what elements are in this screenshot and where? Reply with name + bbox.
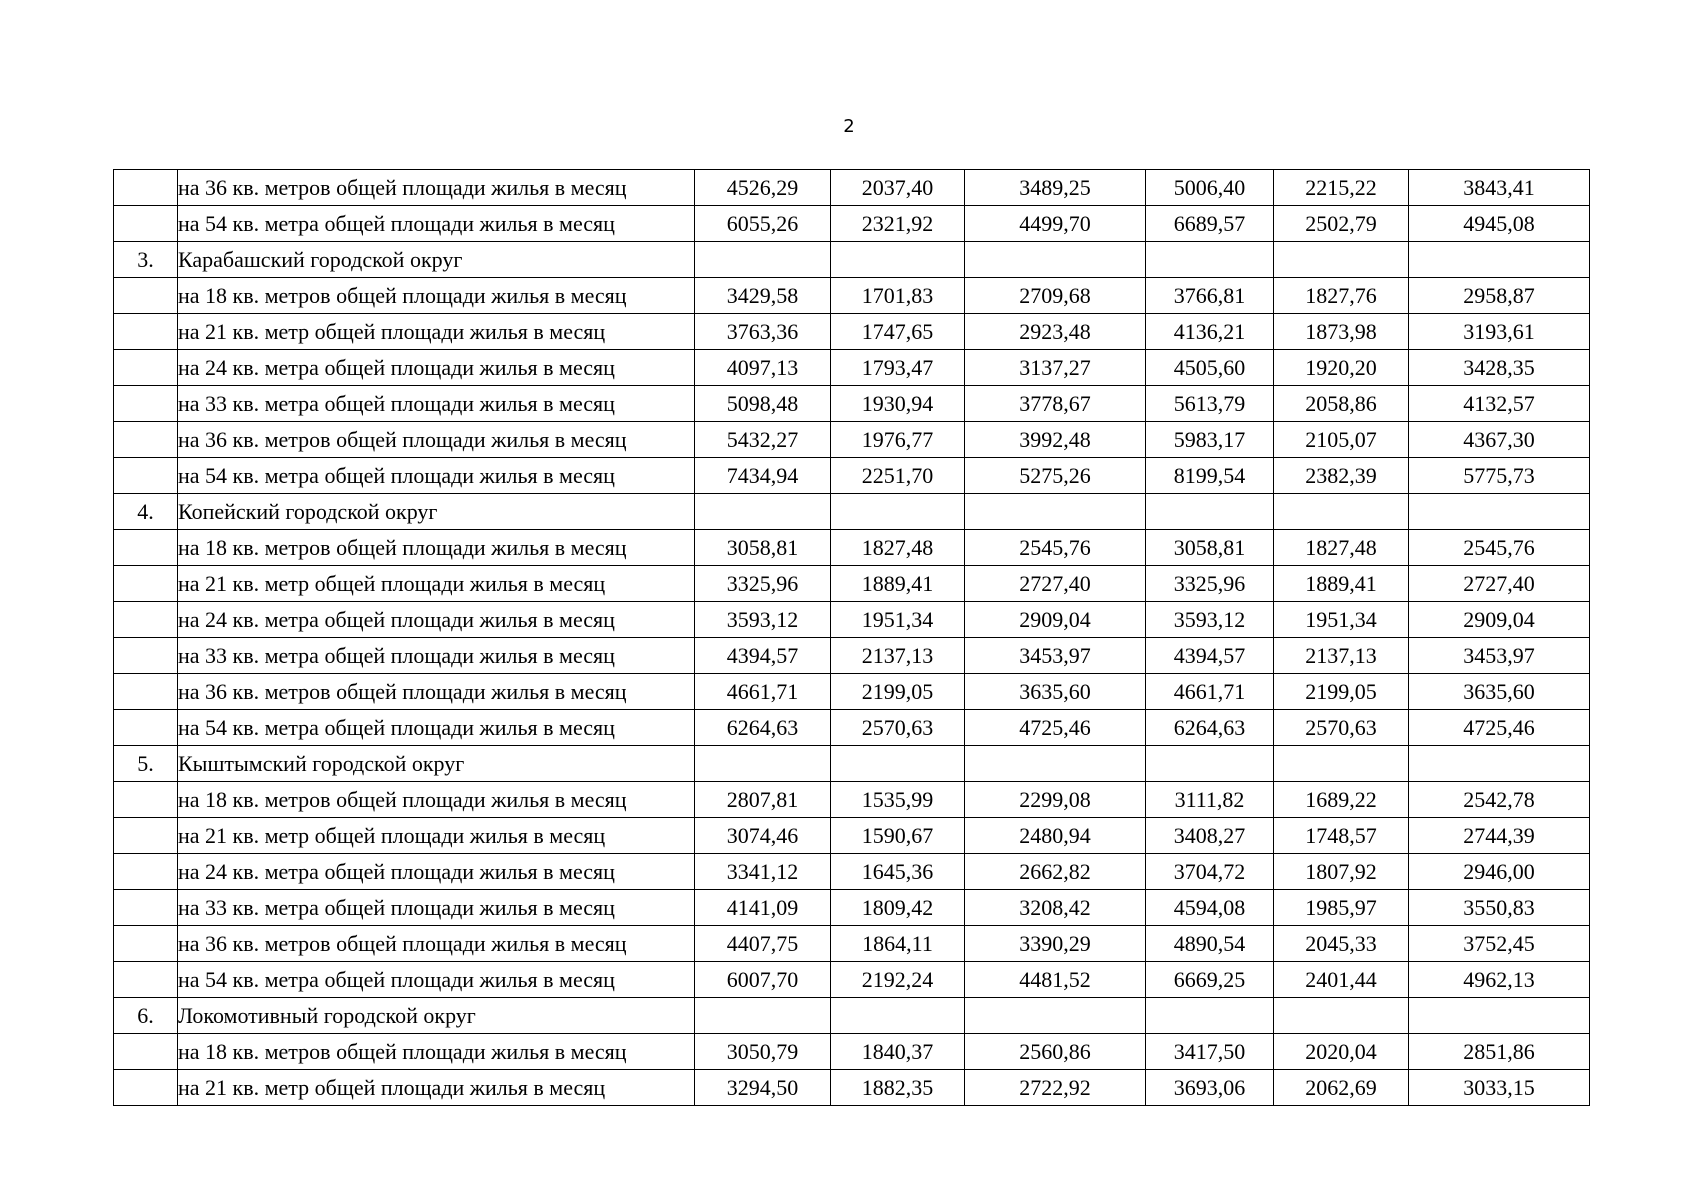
- value-cell: 3050,79: [695, 1034, 831, 1070]
- value-cell: 2058,86: [1274, 386, 1409, 422]
- row-description-cell: на 36 кв. метров общей площади жилья в месяц: [178, 674, 695, 710]
- value-cell: 6264,63: [695, 710, 831, 746]
- value-cell: 2299,08: [965, 782, 1146, 818]
- value-cell: 1809,42: [831, 890, 965, 926]
- value-cell: [1409, 998, 1590, 1034]
- value-cell: 2401,44: [1274, 962, 1409, 998]
- value-cell: 4661,71: [1146, 674, 1274, 710]
- value-cell: 3428,35: [1409, 350, 1590, 386]
- table-row: [114, 242, 1590, 278]
- value-cell: 3843,41: [1409, 170, 1590, 206]
- table-row: [114, 566, 1590, 602]
- value-cell: 2215,22: [1274, 170, 1409, 206]
- table-row: [114, 206, 1590, 242]
- row-number-cell: [114, 638, 178, 674]
- row-description-cell: Локомотивный городской округ: [178, 998, 695, 1034]
- value-cell: 2909,04: [1409, 602, 1590, 638]
- row-description-cell: на 36 кв. метров общей площади жилья в месяц: [178, 926, 695, 962]
- value-cell: 1920,20: [1274, 350, 1409, 386]
- page-number: 2: [843, 116, 855, 137]
- value-cell: 1889,41: [831, 566, 965, 602]
- table-row: [114, 494, 1590, 530]
- table-row: [114, 710, 1590, 746]
- value-cell: 3058,81: [1146, 530, 1274, 566]
- value-cell: 2545,76: [965, 530, 1146, 566]
- row-number-cell: [114, 458, 178, 494]
- value-cell: 6689,57: [1146, 206, 1274, 242]
- row-description-cell: на 21 кв. метр общей площади жилья в месяц: [178, 566, 695, 602]
- value-cell: 2545,76: [1409, 530, 1590, 566]
- row-number-cell: [114, 674, 178, 710]
- value-cell: [831, 998, 965, 1034]
- value-cell: 1827,76: [1274, 278, 1409, 314]
- value-cell: [1274, 746, 1409, 782]
- value-cell: 1930,94: [831, 386, 965, 422]
- value-cell: 3593,12: [1146, 602, 1274, 638]
- value-cell: 4594,08: [1146, 890, 1274, 926]
- value-cell: 4890,54: [1146, 926, 1274, 962]
- value-cell: 2570,63: [831, 710, 965, 746]
- row-number-cell: [114, 278, 178, 314]
- value-cell: 3058,81: [695, 530, 831, 566]
- table-row: [114, 962, 1590, 998]
- row-number-cell: [114, 710, 178, 746]
- value-cell: [1409, 746, 1590, 782]
- value-cell: 5432,27: [695, 422, 831, 458]
- value-cell: 2744,39: [1409, 818, 1590, 854]
- value-cell: 1689,22: [1274, 782, 1409, 818]
- row-description-cell: на 21 кв. метр общей площади жилья в месяц: [178, 314, 695, 350]
- table-row: [114, 746, 1590, 782]
- value-cell: [965, 494, 1146, 530]
- value-cell: 2502,79: [1274, 206, 1409, 242]
- value-cell: [965, 746, 1146, 782]
- value-cell: 2199,05: [1274, 674, 1409, 710]
- value-cell: 1882,35: [831, 1070, 965, 1106]
- row-number-cell: [114, 818, 178, 854]
- value-cell: 2946,00: [1409, 854, 1590, 890]
- row-description-cell: на 33 кв. метра общей площади жилья в месяц: [178, 386, 695, 422]
- row-number-cell: [114, 962, 178, 998]
- row-description-cell: Кыштымский городской округ: [178, 746, 695, 782]
- value-cell: 2192,24: [831, 962, 965, 998]
- value-cell: 1827,48: [1274, 530, 1409, 566]
- value-cell: 1590,67: [831, 818, 965, 854]
- row-number-cell: [114, 170, 178, 206]
- value-cell: [965, 998, 1146, 1034]
- value-cell: 2958,87: [1409, 278, 1590, 314]
- row-description-cell: на 24 кв. метра общей площади жилья в месяц: [178, 350, 695, 386]
- value-cell: 1840,37: [831, 1034, 965, 1070]
- row-number-cell: [114, 350, 178, 386]
- value-cell: [1409, 494, 1590, 530]
- row-description-cell: на 54 кв. метра общей площади жилья в месяц: [178, 458, 695, 494]
- value-cell: 3489,25: [965, 170, 1146, 206]
- value-cell: 8199,54: [1146, 458, 1274, 494]
- value-cell: 1535,99: [831, 782, 965, 818]
- value-cell: 2037,40: [831, 170, 965, 206]
- row-description-cell: на 18 кв. метров общей площади жилья в месяц: [178, 782, 695, 818]
- row-number-cell: 4.: [114, 494, 178, 530]
- row-description-cell: на 33 кв. метра общей площади жилья в месяц: [178, 890, 695, 926]
- row-number-cell: [114, 854, 178, 890]
- value-cell: 2542,78: [1409, 782, 1590, 818]
- row-number-cell: 5.: [114, 746, 178, 782]
- value-cell: 3390,29: [965, 926, 1146, 962]
- table-row: [114, 278, 1590, 314]
- value-cell: 3193,61: [1409, 314, 1590, 350]
- value-cell: 4394,57: [695, 638, 831, 674]
- row-description-cell: на 18 кв. метров общей площади жилья в месяц: [178, 278, 695, 314]
- value-cell: [965, 242, 1146, 278]
- value-cell: 4132,57: [1409, 386, 1590, 422]
- value-cell: 3704,72: [1146, 854, 1274, 890]
- table-row: [114, 314, 1590, 350]
- value-cell: 5983,17: [1146, 422, 1274, 458]
- value-cell: 4394,57: [1146, 638, 1274, 674]
- table-row: [114, 386, 1590, 422]
- value-cell: 1645,36: [831, 854, 965, 890]
- row-description-cell: на 18 кв. метров общей площади жилья в месяц: [178, 1034, 695, 1070]
- value-cell: 5613,79: [1146, 386, 1274, 422]
- value-cell: [1274, 494, 1409, 530]
- value-cell: 1793,47: [831, 350, 965, 386]
- table-row: [114, 602, 1590, 638]
- value-cell: 2199,05: [831, 674, 965, 710]
- value-cell: 3341,12: [695, 854, 831, 890]
- value-cell: 4505,60: [1146, 350, 1274, 386]
- value-cell: 3208,42: [965, 890, 1146, 926]
- value-cell: 1807,92: [1274, 854, 1409, 890]
- value-cell: 3417,50: [1146, 1034, 1274, 1070]
- value-cell: 2709,68: [965, 278, 1146, 314]
- value-cell: [831, 494, 965, 530]
- value-cell: 3294,50: [695, 1070, 831, 1106]
- data-table: [113, 169, 1590, 1106]
- value-cell: 3033,15: [1409, 1070, 1590, 1106]
- value-cell: 6055,26: [695, 206, 831, 242]
- value-cell: 1951,34: [1274, 602, 1409, 638]
- row-description-cell: на 54 кв. метра общей площади жилья в месяц: [178, 710, 695, 746]
- value-cell: 2727,40: [965, 566, 1146, 602]
- value-cell: 2923,48: [965, 314, 1146, 350]
- value-cell: 2480,94: [965, 818, 1146, 854]
- value-cell: 2722,92: [965, 1070, 1146, 1106]
- value-cell: 2570,63: [1274, 710, 1409, 746]
- value-cell: 4141,09: [695, 890, 831, 926]
- table-row: [114, 674, 1590, 710]
- table-row: [114, 170, 1590, 206]
- table-row: [114, 890, 1590, 926]
- value-cell: 2062,69: [1274, 1070, 1409, 1106]
- value-cell: 2045,33: [1274, 926, 1409, 962]
- table-row: [114, 530, 1590, 566]
- table-row: [114, 1034, 1590, 1070]
- row-description-cell: на 24 кв. метра общей площади жилья в месяц: [178, 602, 695, 638]
- row-number-cell: [114, 206, 178, 242]
- value-cell: 3137,27: [965, 350, 1146, 386]
- value-cell: 3111,82: [1146, 782, 1274, 818]
- value-cell: [1146, 494, 1274, 530]
- value-cell: 5006,40: [1146, 170, 1274, 206]
- table-row: [114, 818, 1590, 854]
- value-cell: 2020,04: [1274, 1034, 1409, 1070]
- row-number-cell: [114, 386, 178, 422]
- value-cell: 5775,73: [1409, 458, 1590, 494]
- value-cell: [1274, 998, 1409, 1034]
- value-cell: [695, 998, 831, 1034]
- value-cell: 3074,46: [695, 818, 831, 854]
- row-number-cell: [114, 566, 178, 602]
- value-cell: 3453,97: [965, 638, 1146, 674]
- value-cell: 2137,13: [1274, 638, 1409, 674]
- value-cell: [1274, 242, 1409, 278]
- value-cell: 4499,70: [965, 206, 1146, 242]
- value-cell: 4407,75: [695, 926, 831, 962]
- value-cell: 4725,46: [1409, 710, 1590, 746]
- value-cell: 2137,13: [831, 638, 965, 674]
- row-description-cell: на 36 кв. метров общей площади жилья в месяц: [178, 170, 695, 206]
- row-number-cell: 6.: [114, 998, 178, 1034]
- table-row: [114, 350, 1590, 386]
- value-cell: 2727,40: [1409, 566, 1590, 602]
- row-number-cell: 3.: [114, 242, 178, 278]
- value-cell: 4097,13: [695, 350, 831, 386]
- value-cell: 6264,63: [1146, 710, 1274, 746]
- value-cell: 1873,98: [1274, 314, 1409, 350]
- table-row: [114, 926, 1590, 962]
- value-cell: 3752,45: [1409, 926, 1590, 962]
- row-description-cell: на 24 кв. метра общей площади жилья в месяц: [178, 854, 695, 890]
- value-cell: 3408,27: [1146, 818, 1274, 854]
- value-cell: 4962,13: [1409, 962, 1590, 998]
- value-cell: 2851,86: [1409, 1034, 1590, 1070]
- value-cell: 1864,11: [831, 926, 965, 962]
- row-description-cell: на 21 кв. метр общей площади жилья в месяц: [178, 818, 695, 854]
- value-cell: 2560,86: [965, 1034, 1146, 1070]
- row-number-cell: [114, 530, 178, 566]
- value-cell: 3325,96: [695, 566, 831, 602]
- value-cell: 4526,29: [695, 170, 831, 206]
- value-cell: 2662,82: [965, 854, 1146, 890]
- row-description-cell: на 33 кв. метра общей площади жилья в месяц: [178, 638, 695, 674]
- value-cell: 3693,06: [1146, 1070, 1274, 1106]
- value-cell: 2382,39: [1274, 458, 1409, 494]
- value-cell: 3766,81: [1146, 278, 1274, 314]
- value-cell: 4136,21: [1146, 314, 1274, 350]
- value-cell: [695, 746, 831, 782]
- value-cell: 1747,65: [831, 314, 965, 350]
- table-row: [114, 854, 1590, 890]
- table-row: [114, 1070, 1590, 1106]
- row-description-cell: на 18 кв. метров общей площади жилья в месяц: [178, 530, 695, 566]
- value-cell: 1827,48: [831, 530, 965, 566]
- value-cell: [1146, 998, 1274, 1034]
- value-cell: 3763,36: [695, 314, 831, 350]
- row-number-cell: [114, 1034, 178, 1070]
- row-number-cell: [114, 926, 178, 962]
- value-cell: [831, 746, 965, 782]
- value-cell: 3635,60: [1409, 674, 1590, 710]
- value-cell: 2321,92: [831, 206, 965, 242]
- row-number-cell: [114, 602, 178, 638]
- value-cell: [1146, 746, 1274, 782]
- value-cell: 3550,83: [1409, 890, 1590, 926]
- value-cell: 3635,60: [965, 674, 1146, 710]
- row-number-cell: [114, 782, 178, 818]
- value-cell: 1701,83: [831, 278, 965, 314]
- value-cell: [695, 494, 831, 530]
- value-cell: 4661,71: [695, 674, 831, 710]
- table-body: [114, 170, 1590, 1106]
- table-row: [114, 422, 1590, 458]
- value-cell: 5275,26: [965, 458, 1146, 494]
- row-description-cell: Карабашский городской округ: [178, 242, 695, 278]
- table-row: [114, 998, 1590, 1034]
- table-row: [114, 782, 1590, 818]
- table-row: [114, 458, 1590, 494]
- value-cell: 2807,81: [695, 782, 831, 818]
- value-cell: [831, 242, 965, 278]
- value-cell: 6007,70: [695, 962, 831, 998]
- row-number-cell: [114, 1070, 178, 1106]
- value-cell: 2105,07: [1274, 422, 1409, 458]
- table-row: [114, 638, 1590, 674]
- value-cell: 4481,52: [965, 962, 1146, 998]
- row-description-cell: на 54 кв. метра общей площади жилья в месяц: [178, 206, 695, 242]
- value-cell: [1146, 242, 1274, 278]
- row-description-cell: на 54 кв. метра общей площади жилья в месяц: [178, 962, 695, 998]
- value-cell: 1951,34: [831, 602, 965, 638]
- value-cell: 3778,67: [965, 386, 1146, 422]
- row-number-cell: [114, 314, 178, 350]
- row-description-cell: Копейский городской округ: [178, 494, 695, 530]
- value-cell: 1889,41: [1274, 566, 1409, 602]
- value-cell: 1748,57: [1274, 818, 1409, 854]
- value-cell: [1409, 242, 1590, 278]
- value-cell: 3429,58: [695, 278, 831, 314]
- value-cell: 2909,04: [965, 602, 1146, 638]
- value-cell: 3992,48: [965, 422, 1146, 458]
- value-cell: 4945,08: [1409, 206, 1590, 242]
- row-description-cell: на 21 кв. метр общей площади жилья в месяц: [178, 1070, 695, 1106]
- row-number-cell: [114, 422, 178, 458]
- value-cell: 3453,97: [1409, 638, 1590, 674]
- value-cell: 4725,46: [965, 710, 1146, 746]
- row-description-cell: на 36 кв. метров общей площади жилья в месяц: [178, 422, 695, 458]
- value-cell: 5098,48: [695, 386, 831, 422]
- value-cell: 4367,30: [1409, 422, 1590, 458]
- value-cell: [695, 242, 831, 278]
- value-cell: 2251,70: [831, 458, 965, 494]
- row-number-cell: [114, 890, 178, 926]
- value-cell: 1985,97: [1274, 890, 1409, 926]
- value-cell: 1976,77: [831, 422, 965, 458]
- value-cell: 6669,25: [1146, 962, 1274, 998]
- value-cell: 3593,12: [695, 602, 831, 638]
- value-cell: 3325,96: [1146, 566, 1274, 602]
- value-cell: 7434,94: [695, 458, 831, 494]
